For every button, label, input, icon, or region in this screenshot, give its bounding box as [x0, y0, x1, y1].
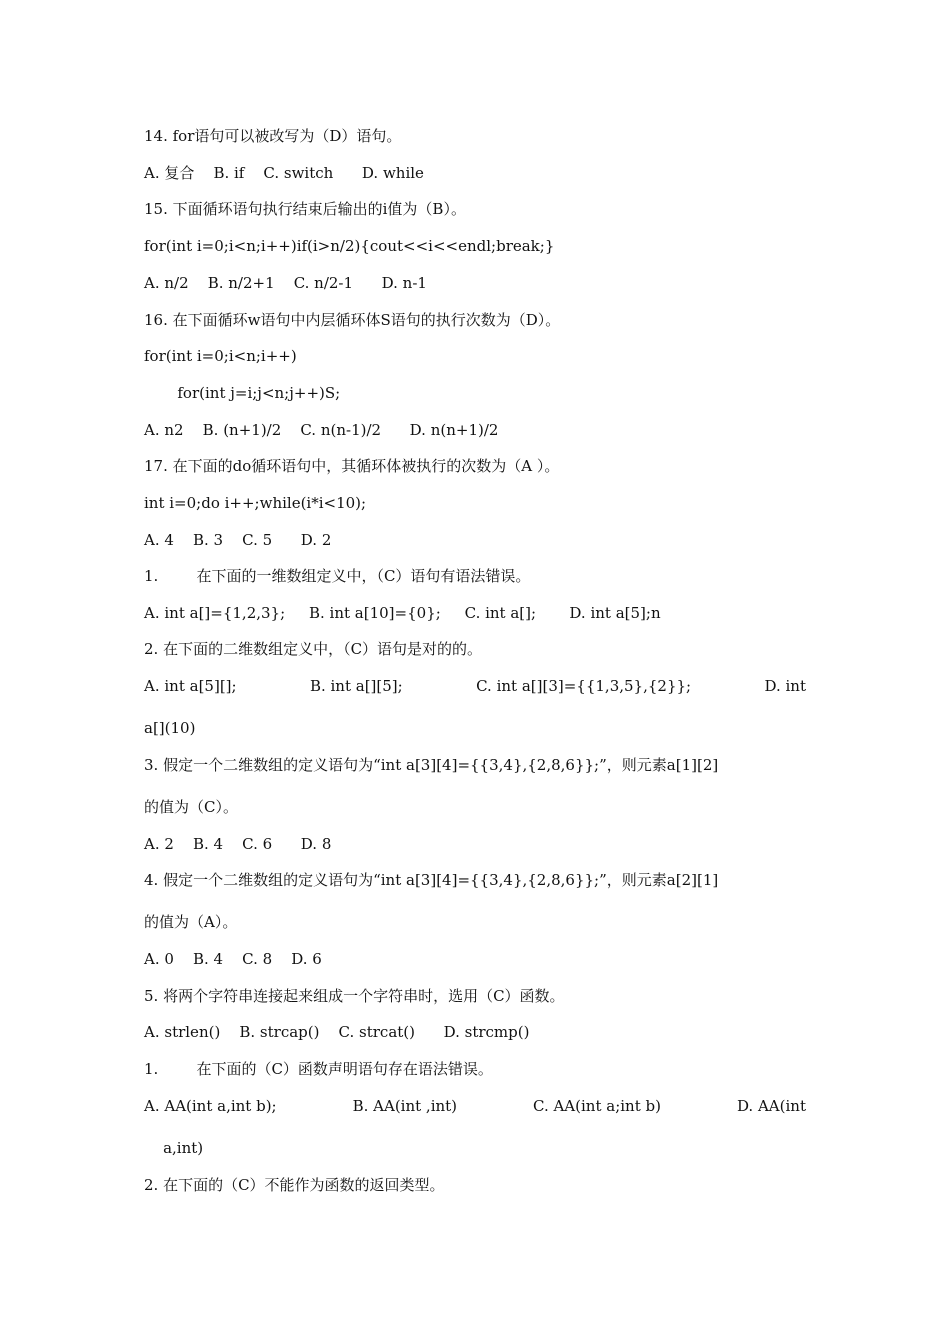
function-option-1d: D. AA(int [736, 1097, 806, 1115]
array-options-5: A. strlen() B. strcap() C. strcat() D. strcmp() [144, 1023, 530, 1041]
function-option-1c: C. AA(int a;int b) [533, 1097, 661, 1115]
array-question-4: 4. 假定一个二维数组的定义语句为“int a[3][4]={{3,4},{2,8,6}};”，则元素a[2][1] [144, 871, 719, 889]
code-16-outer: for(int i=0;i<n;i++) [144, 347, 297, 365]
function-options-1 [144, 1096, 806, 1116]
question-14: 14. for语句可以被改写为（D）语句。 [144, 127, 402, 145]
array-option-2b: B. int a[][5]; [309, 677, 403, 695]
options-17: A. 4 B. 3 C. 5 D. 2 [144, 531, 332, 549]
array-question-3: 3. 假定一个二维数组的定义语句为“int a[3][4]={{3,4},{2,8,6}};”，则元素a[1][2] [144, 756, 719, 774]
array-options-4: A. 0 B. 4 C. 8 D. 6 [144, 950, 322, 968]
array-option-2a: A. int a[5][]; [144, 677, 237, 695]
array-options-2-cont: a[](10) [144, 719, 196, 737]
array-option-2c: C. int a[][3]={{1,3,5},{2}}; [476, 677, 692, 695]
function-question-1: 1. 在下面的（C）函数声明语句存在语法错误。 [144, 1060, 493, 1078]
code-17: int i=0;do i++;while(i*i<10); [144, 494, 367, 512]
array-option-2d: D. int [764, 677, 806, 695]
options-14: A. 复合 B. if C. switch D. while [144, 164, 424, 182]
code-15: for(int i=0;i<n;i++)if(i>n/2){cout<<i<<endl;break;} [144, 237, 555, 255]
function-option-1b: B. AA(int ,int) [352, 1097, 458, 1115]
array-options-2 [144, 676, 806, 696]
options-16: A. n2 B. (n+1)/2 C. n(n-1)/2 D. n(n+1)/2 [144, 421, 499, 439]
code-16-inner: for(int j=i;j<n;j++)S; [144, 384, 341, 402]
array-question-4-cont: 的值为（A）。 [144, 913, 238, 931]
question-16: 16. 在下面循环w语句中内层循环体S语句的执行次数为（D）。 [144, 311, 561, 329]
question-15: 15. 下面循环语句执行结束后输出的i值为（B）。 [144, 200, 466, 218]
array-options-1: A. int a[]={1,2,3}; B. int a[10]={0}; C. int a[]; D. int a[5];n [144, 604, 661, 622]
array-question-3-cont: 的值为（C）。 [144, 798, 238, 816]
array-question-2: 2. 在下面的二维数组定义中，（C）语句是对的的。 [144, 640, 483, 658]
array-options-3: A. 2 B. 4 C. 6 D. 8 [144, 835, 332, 853]
question-17: 17. 在下面的do循环语句中，其循环体被执行的次数为（A ）。 [144, 457, 560, 475]
array-question-5: 5. 将两个字符串连接起来组成一个字符串时，选用（C）函数。 [144, 987, 565, 1005]
options-15: A. n/2 B. n/2+1 C. n/2-1 D. n-1 [144, 274, 427, 292]
array-question-1: 1. 在下面的一维数组定义中，（C）语句有语法错误。 [144, 567, 531, 585]
function-options-1-cont: a,int) [144, 1139, 204, 1157]
function-question-2: 2. 在下面的（C）不能作为函数的返回类型。 [144, 1176, 445, 1194]
function-option-1a: A. AA(int a,int b); [144, 1097, 277, 1115]
